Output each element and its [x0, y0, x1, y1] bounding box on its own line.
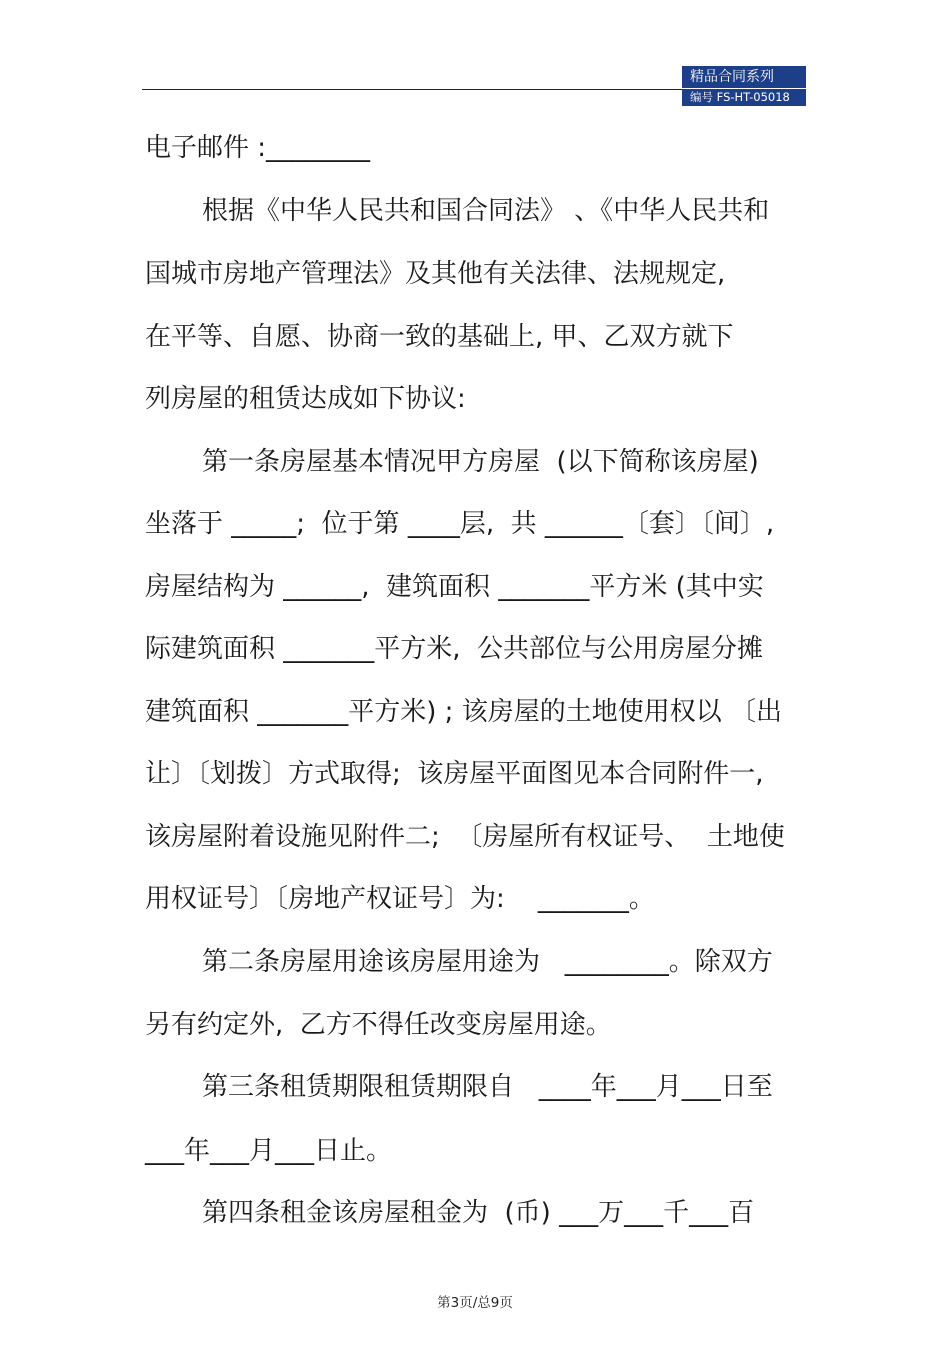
body-line: 第三条租赁期限租赁期限自 ____年___月___日至	[202, 1072, 773, 1102]
body-line: 另有约定外, 乙方不得任改变房屋用途。	[145, 1010, 612, 1040]
body-line: 列房屋的租赁达成如下协议:	[145, 384, 466, 414]
series-label: 精品合同系列	[682, 66, 806, 89]
body-line: 坐落于 _____; 位于第 ____层, 共 ______〔套〕〔间〕,	[145, 509, 775, 539]
body-line: 国城市房地产管理法》及其他有关法律、法规规定,	[145, 259, 726, 289]
body-line: 根据《中华人民共和国合同法》 、《中华人民共和	[202, 196, 770, 226]
body-line: 建筑面积 _______平方米) ; 该房屋的土地使用权以 〔出	[145, 697, 782, 727]
document-code: 编号 FS-HT-05018	[690, 90, 790, 104]
series-badge	[682, 66, 806, 106]
body-line: 用权证号〕〔房地产权证号〕为: _______。	[145, 884, 655, 914]
body-line: 际建筑面积 _______平方米, 公共部位与公用房屋分摊	[145, 634, 764, 664]
body-line: 该房屋附着设施见附件二; 〔房屋所有权证号、 土地使	[145, 822, 785, 852]
body-line: ___年___月___日止。	[145, 1136, 393, 1166]
body-line: 让〕〔划拨〕方式取得; 该房屋平面图见本合同附件一,	[145, 759, 764, 789]
body-line: 第四条租金该房屋租金为 (币) ___万___千___百	[202, 1198, 755, 1228]
body-line: 电子邮件 :________	[145, 133, 371, 163]
body-line: 第二条房屋用途该房屋用途为 ________。除双方	[202, 947, 773, 977]
body-line: 第一条房屋基本情况甲方房屋 (以下简称该房屋)	[202, 447, 759, 477]
body-line: 在平等、自愿、协商一致的基础上, 甲、乙双方就下	[145, 322, 734, 352]
body-line: 房屋结构为 ______, 建筑面积 _______平方米 (其中实	[145, 572, 764, 602]
page-indicator: 第3页/总9页	[437, 1295, 513, 1311]
header-rule	[142, 89, 687, 90]
